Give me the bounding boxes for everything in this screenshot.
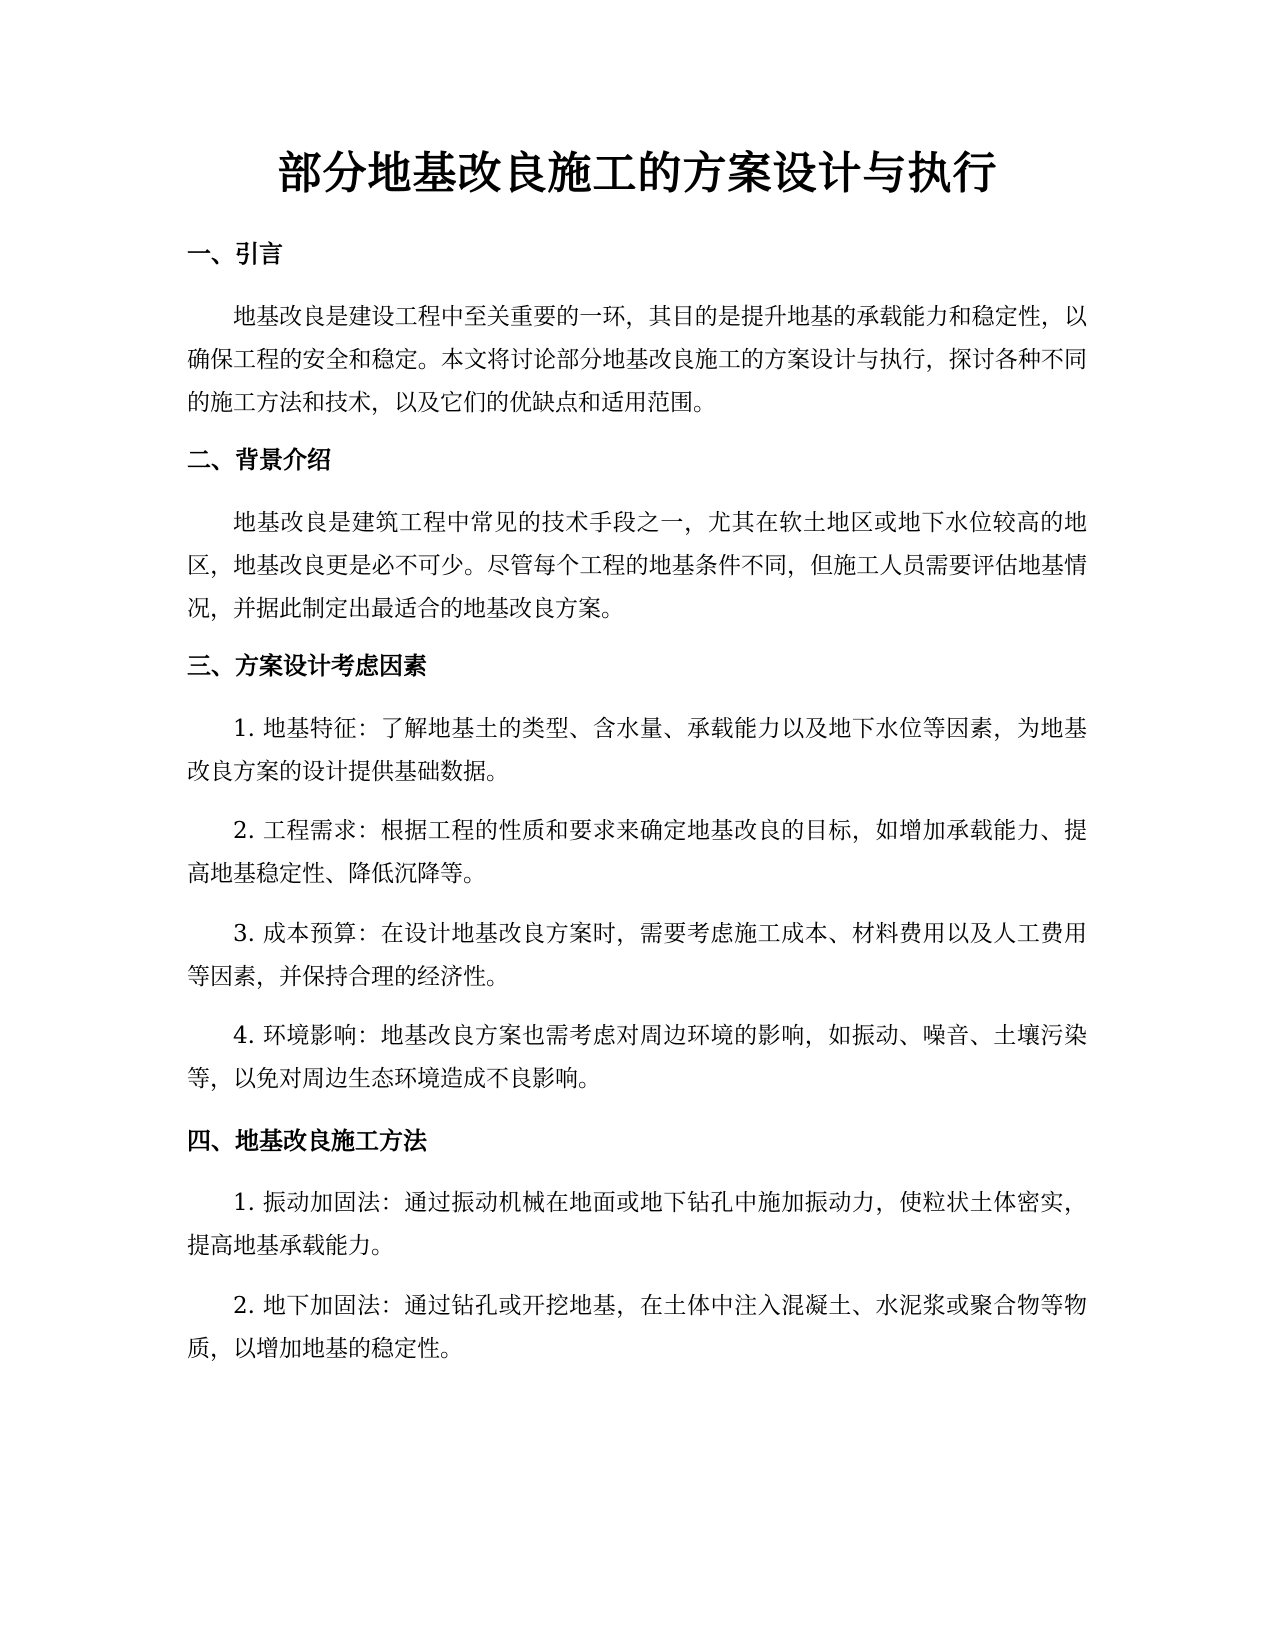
design-factor-item: 3. 成本预算：在设计地基改良方案时，需要考虑施工成本、材料费用以及人工费用等因素，并保持合理的经济性。: [187, 921, 1087, 990]
design-factor-item: 2. 工程需求：根据工程的性质和要求来确定地基改良的目标，如增加承载能力、提高地基稳定性、降低沉降等。: [187, 818, 1087, 887]
document-title: 部分地基改良施工的方案设计与执行: [277, 148, 998, 199]
design-factor-item: 4. 环境影响：地基改良方案也需考虑对周边环境的影响，如振动、噪音、土壤污染等，以免对周边生态环境造成不良影响。: [187, 1023, 1087, 1092]
design-factor-item: 1. 地基特征：了解地基土的类型、含水量、承载能力以及地下水位等因素，为地基改良方案的设计提供基础数据。: [187, 716, 1087, 785]
section-heading-intro: 一、引言: [187, 240, 283, 268]
method-item: 1. 振动加固法：通过振动机械在地面或地下钻孔中施加振动力，使粒状土体密实，提高地基承载能力。: [187, 1190, 1087, 1259]
section-heading-methods: 四、地基改良施工方法: [187, 1127, 427, 1155]
background-paragraph: 地基改良是建筑工程中常见的技术手段之一，尤其在软土地区或地下水位较高的地区，地基改良更是必不可少。尽管每个工程的地基条件不同，但施工人员需要评估地基情况，并据此制定出最适合的地基改良方案。: [187, 510, 1087, 622]
section-heading-design-factors: 三、方案设计考虑因素: [187, 652, 427, 680]
section-heading-background: 二、背景介绍: [187, 446, 331, 474]
method-item: 2. 地下加固法：通过钻孔或开挖地基，在土体中注入混凝土、水泥浆或聚合物等物质，以增加地基的稳定性。: [187, 1293, 1087, 1362]
intro-paragraph: 地基改良是建设工程中至关重要的一环，其目的是提升地基的承载能力和稳定性，以确保工程的安全和稳定。本文将讨论部分地基改良施工的方案设计与执行，探讨各种不同的施工方法和技术，以及它们的优缺点和适用范围。: [187, 304, 1087, 416]
